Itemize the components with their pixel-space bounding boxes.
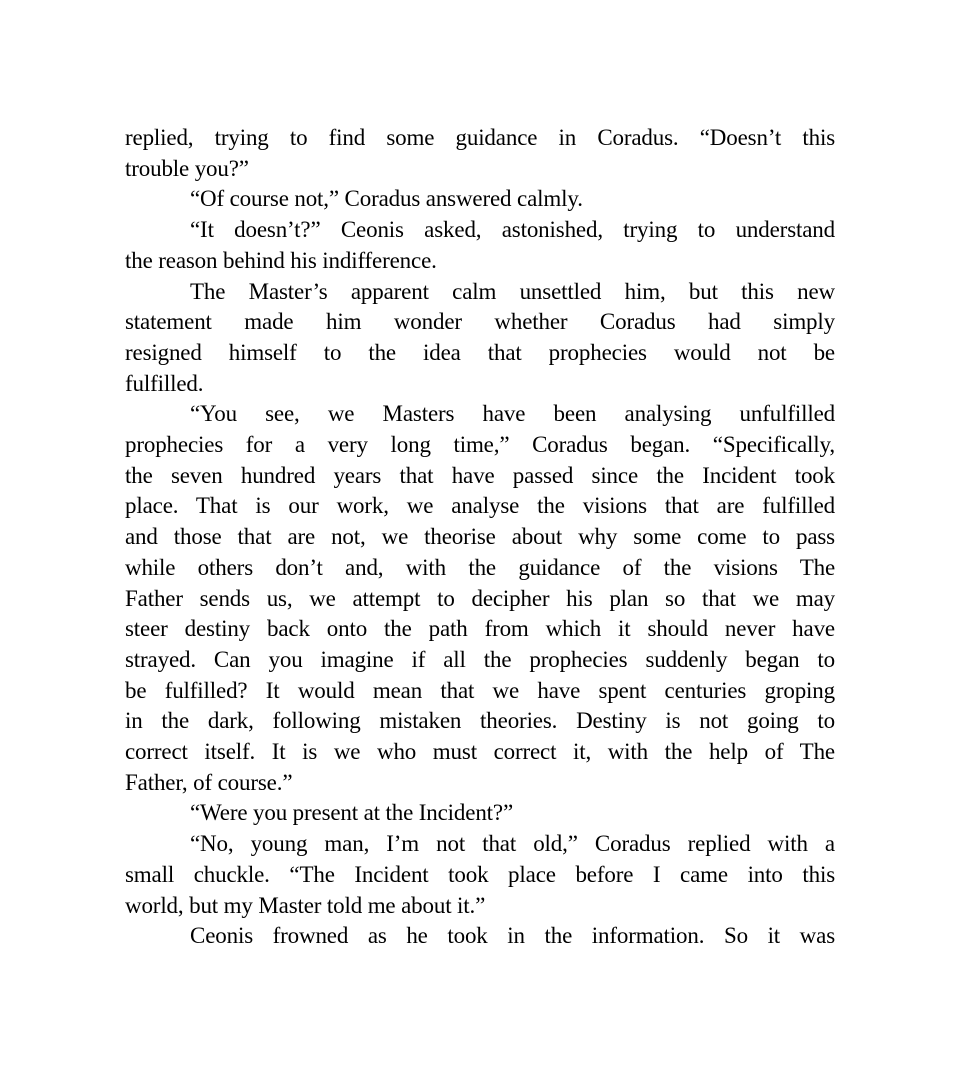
text-line: in the dark, following mistaken theories. Destiny is not going to xyxy=(125,708,835,734)
text-line: “No, young man, I’m not that old,” Coradus replied with a xyxy=(190,831,835,857)
text-line: while others don’t and, with the guidance of the visions The xyxy=(125,554,835,580)
text-line: The Master’s apparent calm unsettled him, but this new xyxy=(190,278,835,304)
text-line: Father sends us, we attempt to decipher his plan so that we may xyxy=(125,585,835,611)
text-line: statement made him wonder whether Coradus had simply xyxy=(125,309,835,335)
book-page xyxy=(125,123,835,952)
text-line: world, but my Master told me about it.” xyxy=(125,892,486,918)
text-line: “It doesn’t?” Ceonis asked, astonished, trying to understand xyxy=(190,217,835,243)
text-line: be fulfilled? It would mean that we have spent centuries groping xyxy=(125,677,835,703)
text-line: “Were you present at the Incident?” xyxy=(190,800,514,826)
text-line: the reason behind his indifference. xyxy=(125,247,437,273)
text-line: “Of course not,” Coradus answered calmly. xyxy=(190,186,583,212)
text-line: steer destiny back onto the path from which it should never have xyxy=(125,616,835,642)
text-line: fulfilled. xyxy=(125,370,204,396)
text-line: place. That is our work, we analyse the visions that are fulfilled xyxy=(125,493,835,519)
text-line: Father, of course.” xyxy=(125,769,293,795)
text-line: replied, trying to find some guidance in Coradus. “Doesn’t this xyxy=(125,125,835,150)
text-line: prophecies for a very long time,” Coradus began. “Specifically, xyxy=(125,432,835,458)
text-line: “You see, we Masters have been analysing unfulfilled xyxy=(190,401,835,427)
text-line: correct itself. It is we who must correct it, with the help of The xyxy=(125,739,835,765)
text-line: trouble you?” xyxy=(125,155,249,181)
text-line: Ceonis frowned as he took in the information. So it was xyxy=(190,923,835,949)
text-line: and those that are not, we theorise about why some come to pass xyxy=(125,524,835,550)
text-line: the seven hundred years that have passed since the Incident took xyxy=(125,462,835,488)
text-line: resigned himself to the idea that prophecies would not be xyxy=(125,339,835,365)
text-line: strayed. Can you imagine if all the prophecies suddenly began to xyxy=(125,646,835,672)
text-line: small chuckle. “The Incident took place before I came into this xyxy=(125,861,835,887)
